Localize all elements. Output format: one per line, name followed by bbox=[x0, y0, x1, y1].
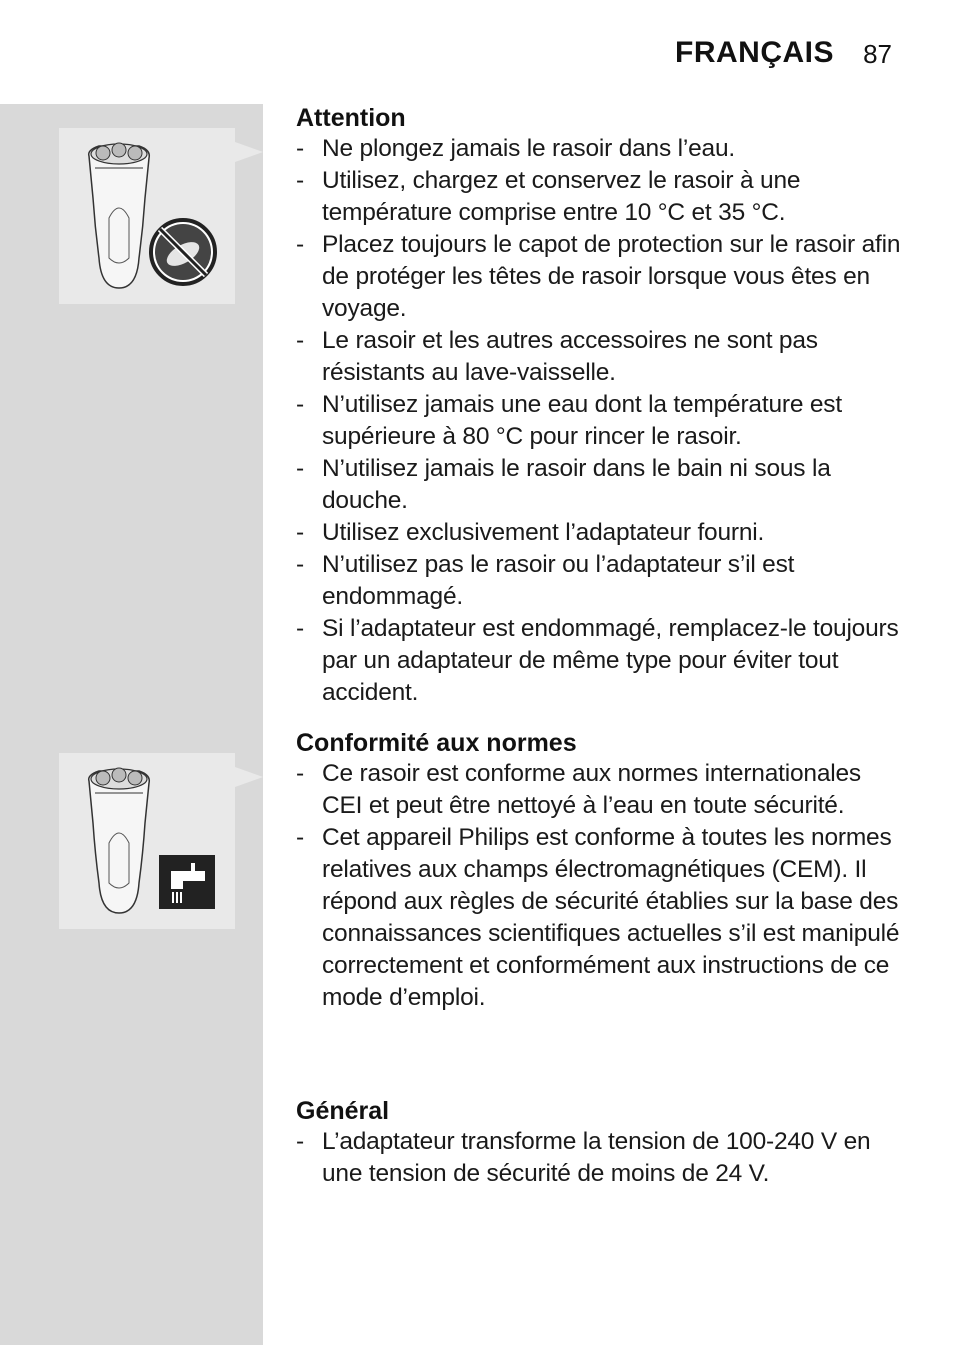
section-title: Conformité aux normes bbox=[296, 729, 577, 757]
section-general bbox=[296, 1096, 906, 1190]
list-item: - Ne plongez jamais le rasoir dans l’eau. bbox=[296, 133, 906, 165]
list-item: - N’utilisez jamais le rasoir dans le bain ni sous la douche. bbox=[296, 453, 906, 517]
list-item: - Utilisez exclusivement l’adaptateur fourni. bbox=[296, 517, 906, 549]
shaver-no-water-immersion-icon bbox=[59, 128, 235, 304]
list-item: - Cet appareil Philips est conforme à toutes les normes relatives aux champs électromagnétiques (CEM). Il répond aux règles de sécurité établies sur la base des connaissances scientifiques actuelles s’il est manipulé correctement et conformément aux instructions de ce mode d’emploi. bbox=[296, 822, 906, 1014]
list-item: - Le rasoir et les autres accessoires ne sont pas résistants au lave-vaisselle. bbox=[296, 325, 906, 389]
list-item: - N’utilisez pas le rasoir ou l’adaptateur s’il est endommagé. bbox=[296, 549, 906, 613]
figure-no-immersion bbox=[59, 128, 235, 304]
bullet-list bbox=[296, 1126, 906, 1190]
list-item: - Si l’adaptateur est endommagé, remplacez-le toujours par un adaptateur de même type pour éviter tout accident. bbox=[296, 613, 906, 709]
list-item: - Placez toujours le capot de protection sur le rasoir afin de protéger les têtes de rasoir lorsque vous êtes en voyage. bbox=[296, 229, 906, 325]
list-item: - Utilisez, chargez et conservez le rasoir à une température comprise entre 10 °C et 35 °C. bbox=[296, 165, 906, 229]
bullet-list bbox=[296, 133, 906, 709]
section-attention bbox=[296, 103, 906, 709]
list-item: - Ce rasoir est conforme aux normes internationales CEI et peut être nettoyé à l’eau en toute sécurité. bbox=[296, 758, 906, 822]
list-item: - L’adaptateur transforme la tension de 100-240 V en une tension de sécurité de moins de 24 V. bbox=[296, 1126, 906, 1190]
bullet-list bbox=[296, 758, 906, 1014]
section-title: Attention bbox=[296, 104, 406, 132]
figure-washable bbox=[59, 753, 235, 929]
section-title: Général bbox=[296, 1097, 390, 1125]
section-compliance bbox=[296, 728, 906, 1014]
language-header: FRANÇAIS bbox=[675, 36, 834, 69]
page-number: 87 bbox=[863, 39, 892, 69]
list-item: - N’utilisez jamais une eau dont la température est supérieure à 80 °C pour rincer le rasoir. bbox=[296, 389, 906, 453]
shaver-washable-tap-icon bbox=[59, 753, 235, 929]
